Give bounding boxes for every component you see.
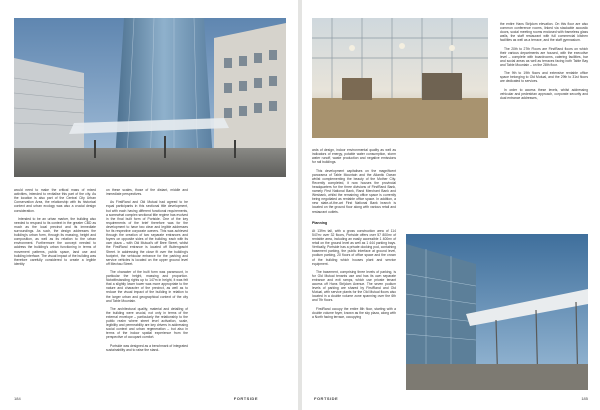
right-page (302, 0, 600, 410)
planning-heading: Planning (312, 220, 328, 225)
left-col2-para: As FirstRand and Old Mutual had agreed to be equal participants in this sectional title development, but with each having different functional requirements, a somewhat complex sectional title regime has evolved in the final built form of Portside. One of the key requirements of the brief therefore was for the development to have two clear and legible addresses for its respective corporate owners. This was achieved through the creation of two separate entrances and foyers on opposite sides of the building, each with its own plaza – with Old Mutual's off Bree Street, whilst the FirstRand entrance is located off Buitengracht Street. In addressing the close fit over the building's footprint, the vehicular entrance for the parking and service vehicles is located on the upper ground level off Mechau Street. (106, 200, 188, 266)
plaza-photo-image (406, 234, 588, 390)
exterior-photo (14, 18, 286, 177)
planning-para: FirstRand occupy the entire 8th floor, starting with a double volume foyer, known as the sky plaza, along with a North facing terrace, occupying (312, 306, 396, 319)
left-col2-para: on these scales, those of the distant, middle and immediate perspectives. (106, 188, 188, 197)
left-col2-para: Portside was designed as a benchmark of integrated sustainability and to raise the stand- (106, 343, 188, 352)
left-running-head: FORTSIDE (233, 396, 258, 401)
left-col2-para: The character of the built form was paramount, in particular the height, massing and proportion. Notwithstanding rights up to 147m in height, it was felt that a slightly lower tower was more appropriate to the nature and character of the precinct, as well as to reduce the visual impact of the building in relation to the larger urban and geographical context of the city and Table Mountain. (106, 269, 188, 303)
right-col-3 (500, 18, 588, 104)
right-col3-para: The 9th to 19th floors and extensive rentable office space belonging to Old Mutual, and the 29th to 31st floors are dedicated to services. (500, 71, 588, 84)
right-col1-para: This development capitalises on the magnificent panorama of Table Mountain and the Atlantic Ocean whilst complementing the beauty of the Mother City. Recently completed, it now houses the provincial headquarters for the three divisions of FirstRand Bank, namely First National Bank, Rand Merchant Bank and Wesbank, whilst the remaining office space is currently being negotiated as rentable office space. In addition, a new state-of-the-art First National Bank branch is located on the ground floor along with various retail and restaurant outlets. (312, 168, 396, 214)
planning-para: The basement, comprising three levels of parking, is for Old Mutual tenants use and has its own separate entrance and exit ramps, which use private tenant access off Hans Strijdom Avenue. The seven podium levels of parking are shared by FirstRand and Old Mutual, with service plants for the Old Mutual floors also located in a double volume zone spanning over the 6th and 7th floors. (312, 269, 396, 303)
left-col-2 (106, 184, 188, 356)
right-col1-para: ards of design, indoor environmental quality as well as indicators of energy, potable water consumption, storm water runoff, waste production and negative emissions for rail buildings. (312, 148, 396, 165)
left-col1-para: would need to make the critical mass of mixed activities, intended to revitalise this part of the city. As the location is also part of the Central City Urban Conservation Area, the relationship with its historical context and urban ecology was also a crucial design consideration. (14, 188, 96, 213)
exterior-photo-image (14, 18, 286, 177)
plaza-photo (406, 234, 588, 390)
right-col3-para: the entire Hans Strijdom elevation. On this floor are also common conference rooms, linked via stackable acoustic doors, social meeting rooms enclosed with frameless glass walls, the staff restaurant with full commercial kitchen facilities as well as a terrace, and the staff gymnasium. (500, 22, 588, 43)
atrium-photo-image (312, 18, 488, 138)
left-col-1 (14, 184, 96, 270)
right-col-1 (312, 144, 396, 323)
right-col3-para: The 20th to 27th Floors are FirstRand floors on which their various departments are housed, with the executive level – complete with boardrooms, catering facilities, bar and social areas as well as terraces facing both Table Bay and Table Mountain – on the 28th floor. (500, 46, 588, 68)
left-page-number: 184 (14, 396, 21, 401)
left-page (0, 0, 298, 410)
atrium-photo (312, 18, 488, 138)
planning-para: At 139m tall, with a gross construction area of 114 547m² over 32 floors, Portside offers over 57 800m² of rentable area, including an easily accessible 1 400m² of retail on the ground level as well as 1 444 parking bays. Vertically, Portside has a private docking pod, containing basement parking, the public interface at ground level, podium parking, 20 floors of office space and the crown of the building which houses plant and service equipment. (312, 228, 396, 266)
right-col3-para: In order to access these levels, whilst addressing vehicular and pedestrian approach, corporate security and dual entrance addresses, (500, 87, 588, 100)
left-col1-para: Intended to be an urban marker, the building also needed to respond to its context in the greater CBD as much as the local precinct and its immediate surroundings. As such, the design addresses the building's urban form, through its massing, height and composition, as well as its relation to the urban environment. Furthermore the concept needed to address the building's urban functioning in terms of movement patterns, public space, land use and building interface. The visual impact of the building was therefore carefully considered to create a legible identity (14, 216, 96, 266)
right-page-number: 185 (581, 396, 588, 401)
right-running-head: FORTSIDE (314, 396, 339, 401)
left-col2-para: The architectural quality, material and detailing of the building were crucial, not only in terms of the external envelope – particularly the relationship to the public realm where street level activation, scale, legibility and permeability are key drivers in addressing social context and urban regeneration – but also in terms of the indoor spatial experience from the perspective of occupant comfort. (106, 306, 188, 340)
